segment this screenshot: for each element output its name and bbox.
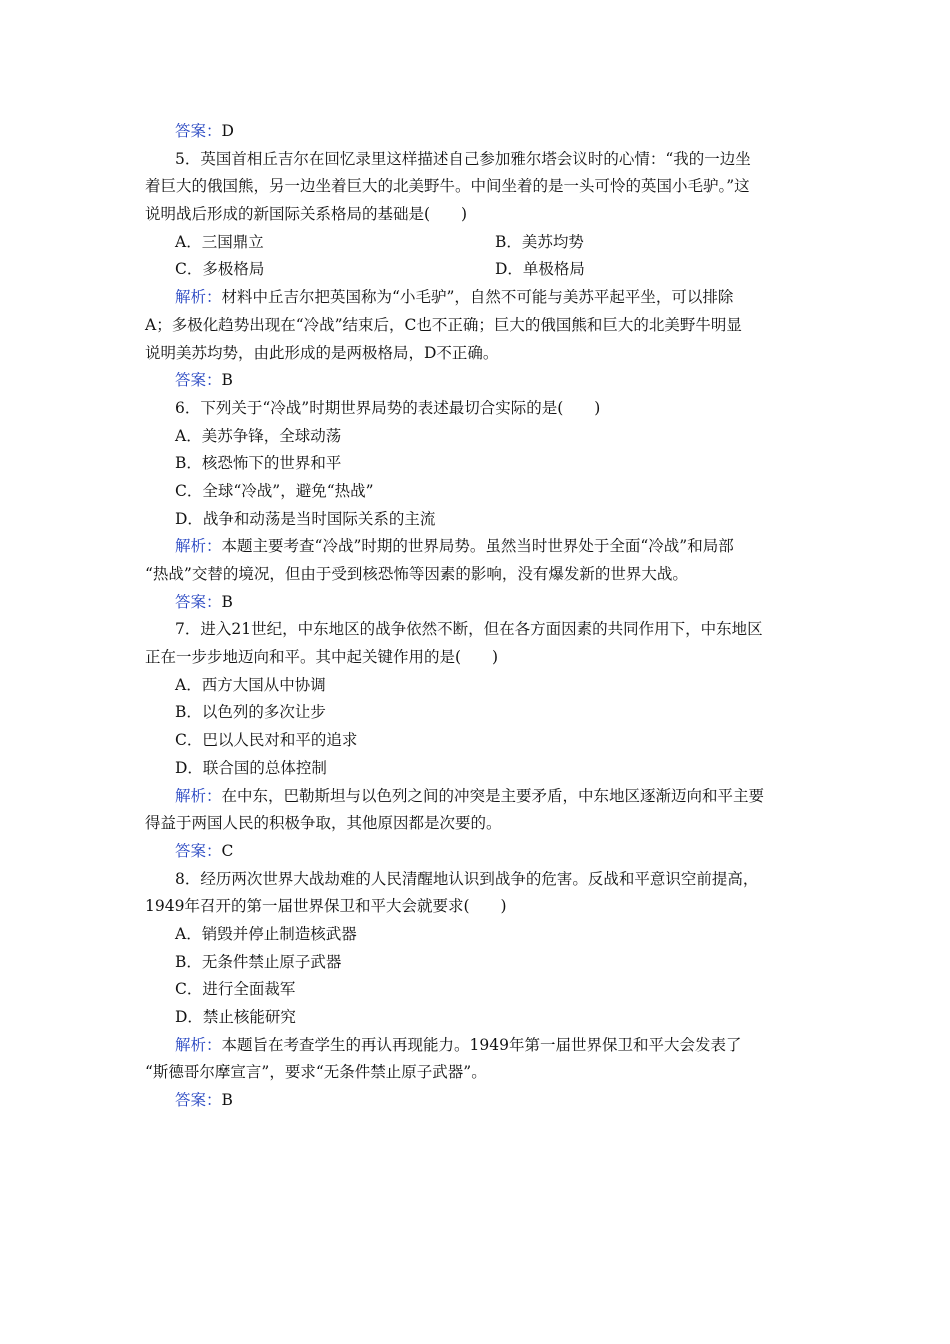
analysis-line: [145, 284, 815, 312]
analysis-text: 在中东，巴勒斯坦与以色列之间的冲突是主要矛盾，中东地区逐渐迈向和平主要: [221, 786, 765, 805]
analysis-label: 解析：: [175, 786, 222, 805]
answer-label: 答案：: [175, 122, 222, 140]
option-c: C．全球“冷战”，避免“热战”: [175, 481, 374, 500]
option-b: B．美苏均势: [495, 232, 584, 251]
analysis-text: 本题旨在考查学生的再认再现能力。1949年第一届世界保卫和平大会发表了: [221, 1035, 742, 1054]
answer-label: 答案：: [175, 592, 222, 611]
option-a: A．销毁并停止制造核武器: [175, 924, 357, 943]
analysis-line: [145, 783, 815, 811]
option-b: B．无条件禁止原子武器: [175, 952, 342, 971]
analysis-line: 得益于两国人民的积极争取，其他原因都是次要的。: [145, 814, 502, 833]
question-stem-line: 着巨大的俄国熊，另一边坐着巨大的北美野牛。中间坐着的是一头可怜的英国小毛驴。”这: [145, 177, 750, 196]
answer-value: B: [221, 592, 233, 611]
option-d: D．单极格局: [495, 260, 585, 279]
answer-line: [145, 367, 815, 395]
question-stem-line: 6．下列关于“冷战”时期世界局势的表述最切合实际的是( ): [175, 398, 601, 417]
question-stem-line: 7．进入21世纪，中东地区的战争依然不断，但在各方面因素的共同作用下，中东地区: [175, 620, 763, 639]
analysis-line: [145, 533, 815, 561]
option-b: B．以色列的多次让步: [175, 703, 326, 722]
question-stem-line: 5．英国首相丘吉尔在回忆录里这样描述自己参加雅尔塔会议时的心情：“我的一边坐: [175, 149, 751, 168]
question-stem-line: 说明战后形成的新国际关系格局的基础是( ): [145, 205, 468, 224]
answer-line: [145, 589, 815, 617]
option-a: A．三国鼎立: [175, 232, 264, 251]
answer-value: D: [221, 122, 234, 140]
question-stem-line: 8．经历两次世界大战劫难的人民清醒地认识到战争的危害。反战和平意识空前提高，: [175, 869, 759, 888]
option-a: A．美苏争锋，全球动荡: [175, 426, 342, 445]
analysis-line: “热战”交替的境况，但由于受到核恐怖等因素的影响，没有爆发新的世界大战。: [145, 565, 688, 583]
option-c: C．巴以人民对和平的追求: [175, 731, 358, 750]
analysis-text: 材料中丘吉尔把英国称为“小毛驴”，自然不可能与美苏平起平坐，可以排除: [221, 288, 734, 307]
answer-line: [145, 1087, 815, 1115]
analysis-label: 解析：: [175, 537, 222, 556]
option-b: B．核恐怖下的世界和平: [175, 454, 342, 473]
answer-label: 答案：: [175, 1091, 222, 1110]
answer-label: 答案：: [175, 371, 222, 390]
option-c: C．多极格局: [175, 260, 265, 279]
document-content: [145, 118, 815, 1115]
question-stem-line: 正在一步步地迈向和平。其中起关键作用的是( ): [145, 648, 499, 667]
analysis-line: 说明美苏均势，由此形成的是两极格局，D不正确。: [145, 343, 499, 362]
question-stem-line: 1949年召开的第一届世界保卫和平大会就要求( ): [145, 897, 507, 916]
analysis-text: 本题主要考查“冷战”时期的世界局势。虽然当时世界处于全面“冷战”和局部: [221, 537, 734, 556]
option-d: D．联合国的总体控制: [175, 758, 327, 777]
option-d: D．战争和动荡是当时国际关系的主流: [175, 509, 436, 528]
option-row: [145, 256, 815, 284]
option-d: D．禁止核能研究: [175, 1008, 296, 1026]
answer-value: C: [221, 841, 234, 860]
answer-label: 答案：: [175, 841, 222, 860]
answer-value: B: [221, 1091, 233, 1110]
option-a: A．西方大国从中协调: [175, 675, 326, 694]
option-c: C．进行全面裁军: [175, 980, 296, 999]
answer-value: B: [221, 371, 233, 390]
option-row: [145, 229, 815, 257]
analysis-line: A；多极化趋势出现在“冷战”结束后，C也不正确；巨大的俄国熊和巨大的北美野牛明显: [145, 315, 742, 334]
analysis-line: [145, 1032, 815, 1060]
analysis-line: “斯德哥尔摩宣言”，要求“无条件禁止原子武器”。: [145, 1063, 487, 1082]
answer-line: [145, 838, 815, 866]
analysis-label: 解析：: [175, 288, 222, 307]
answer-line: [145, 118, 815, 146]
analysis-label: 解析：: [175, 1035, 222, 1054]
